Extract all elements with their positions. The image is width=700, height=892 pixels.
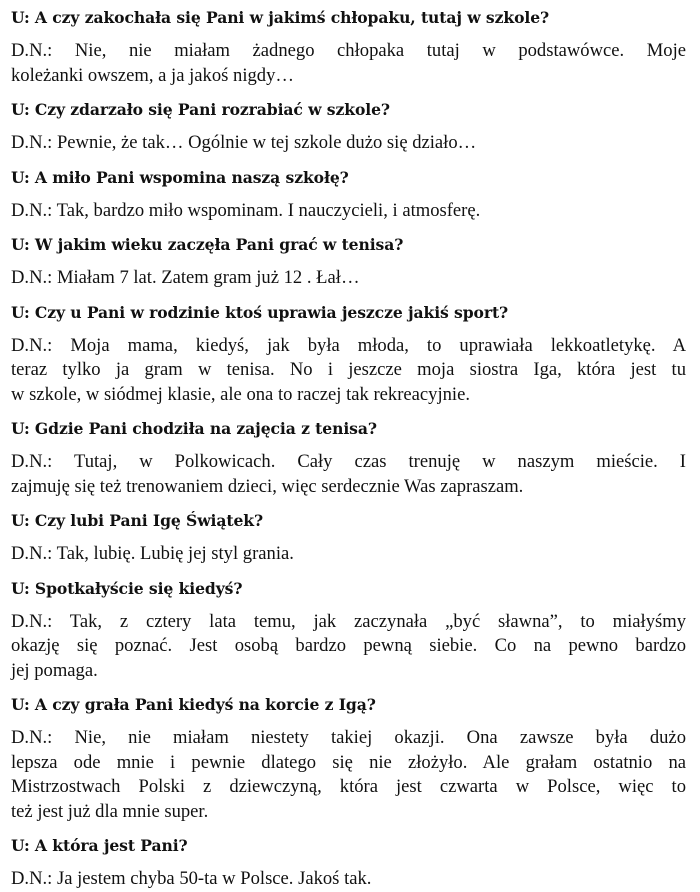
answer-line: też jest już dla mnie super.: [11, 800, 209, 822]
answer-line: Mistrzostwach Polski z dziewczyną, która jest czwarta w Polsce, więc to: [11, 776, 686, 797]
answer-line: teraz tylko ja gram w tenisa. No i jeszcze moja siostra Iga, która jest tu: [11, 359, 686, 380]
answer-line: koleżanki owszem, a ja jakoś nigdy…: [11, 64, 294, 86]
answer-line: D.N.: Tak, bardzo miło wspominam. I nauczycieli, i atmosferę.: [11, 199, 481, 221]
interview-question: U: A czy grała Pani kiedyś na korcie z Igą?: [11, 695, 376, 714]
answer-line: D.N.: Pewnie, że tak… Ogólnie w tej szkole dużo się działo…: [11, 132, 477, 153]
interview-question: U: Spotkałyście się kiedyś?: [11, 578, 243, 598]
answer-line: lepsza ode mnie i pewnie dlatego się nie złożyło. Ale grałam ostatnio na: [11, 751, 686, 773]
answer-line: D.N.: Nie, nie miałam żadnego chłopaka tutaj w podstawówce. Moje: [11, 40, 686, 61]
interview-answer: [11, 726, 686, 824]
interview-answer: [11, 450, 686, 499]
interview-question: U: A czy zakochała się Pani w jakimś chłopaku, tutaj w szkole?: [11, 8, 550, 27]
answer-line: D.N.: Tak, z cztery lata temu, jak zaczynała „być sławna”, to miałyśmy: [11, 610, 686, 632]
answer-line: D.N.: Tak, lubię. Lubię jej styl grania.: [11, 543, 294, 564]
answer-line: D.N.: Tutaj, w Polkowicach. Cały czas trenuję w naszym mieście. I: [11, 451, 686, 472]
interview-answer: [11, 334, 686, 408]
interview-answer: [11, 610, 686, 684]
interview-question: U: Czy zdarzało się Pani rozrabiać w szkole?: [11, 100, 390, 119]
interview-question: U: Czy lubi Pani Igę Świątek?: [11, 511, 264, 530]
interview-question: U: A miło Pani wspomina naszą szkołę?: [11, 167, 349, 187]
answer-line: D.N.: Miałam 7 lat. Zatem gram już 12 . Łał…: [11, 267, 360, 288]
interview-answer: [11, 542, 686, 567]
interview-question: U: W jakim wieku zaczęła Pani grać w tenisa?: [11, 235, 404, 254]
answer-line: zajmuję się też trenowaniem dzieci, więc serdecznie Was zapraszam.: [11, 475, 524, 497]
interview-question: U: Czy u Pani w rodzinie ktoś uprawia jeszcze jakiś sport?: [11, 302, 509, 322]
answer-line: D.N.: Nie, nie miałam niestety takiej okazji. Ona zawsze była dużo: [11, 727, 686, 748]
interview-answer: [11, 39, 686, 88]
answer-line: w szkole, w siódmej klasie, ale ona to raczej tak rekreacyjnie.: [11, 383, 470, 405]
answer-line: jej pomaga.: [11, 659, 98, 681]
interview-answer: [11, 266, 686, 291]
interview-question: U: Gdzie Pani chodziła na zajęcia z tenisa?: [11, 419, 377, 438]
interview-answer: [11, 199, 686, 224]
interview-question: U: A która jest Pani?: [11, 836, 188, 855]
answer-line: D.N.: Moja mama, kiedyś, jak była młoda, to uprawiała lekkoatletykę. A: [11, 334, 686, 356]
answer-line: D.N.: Ja jestem chyba 50-ta w Polsce. Jakoś tak.: [11, 868, 372, 889]
interview-answer: [11, 131, 686, 156]
answer-line: okazję się poznać. Jest osobą bardzo pewną siebie. Co na pewno bardzo: [11, 635, 686, 656]
